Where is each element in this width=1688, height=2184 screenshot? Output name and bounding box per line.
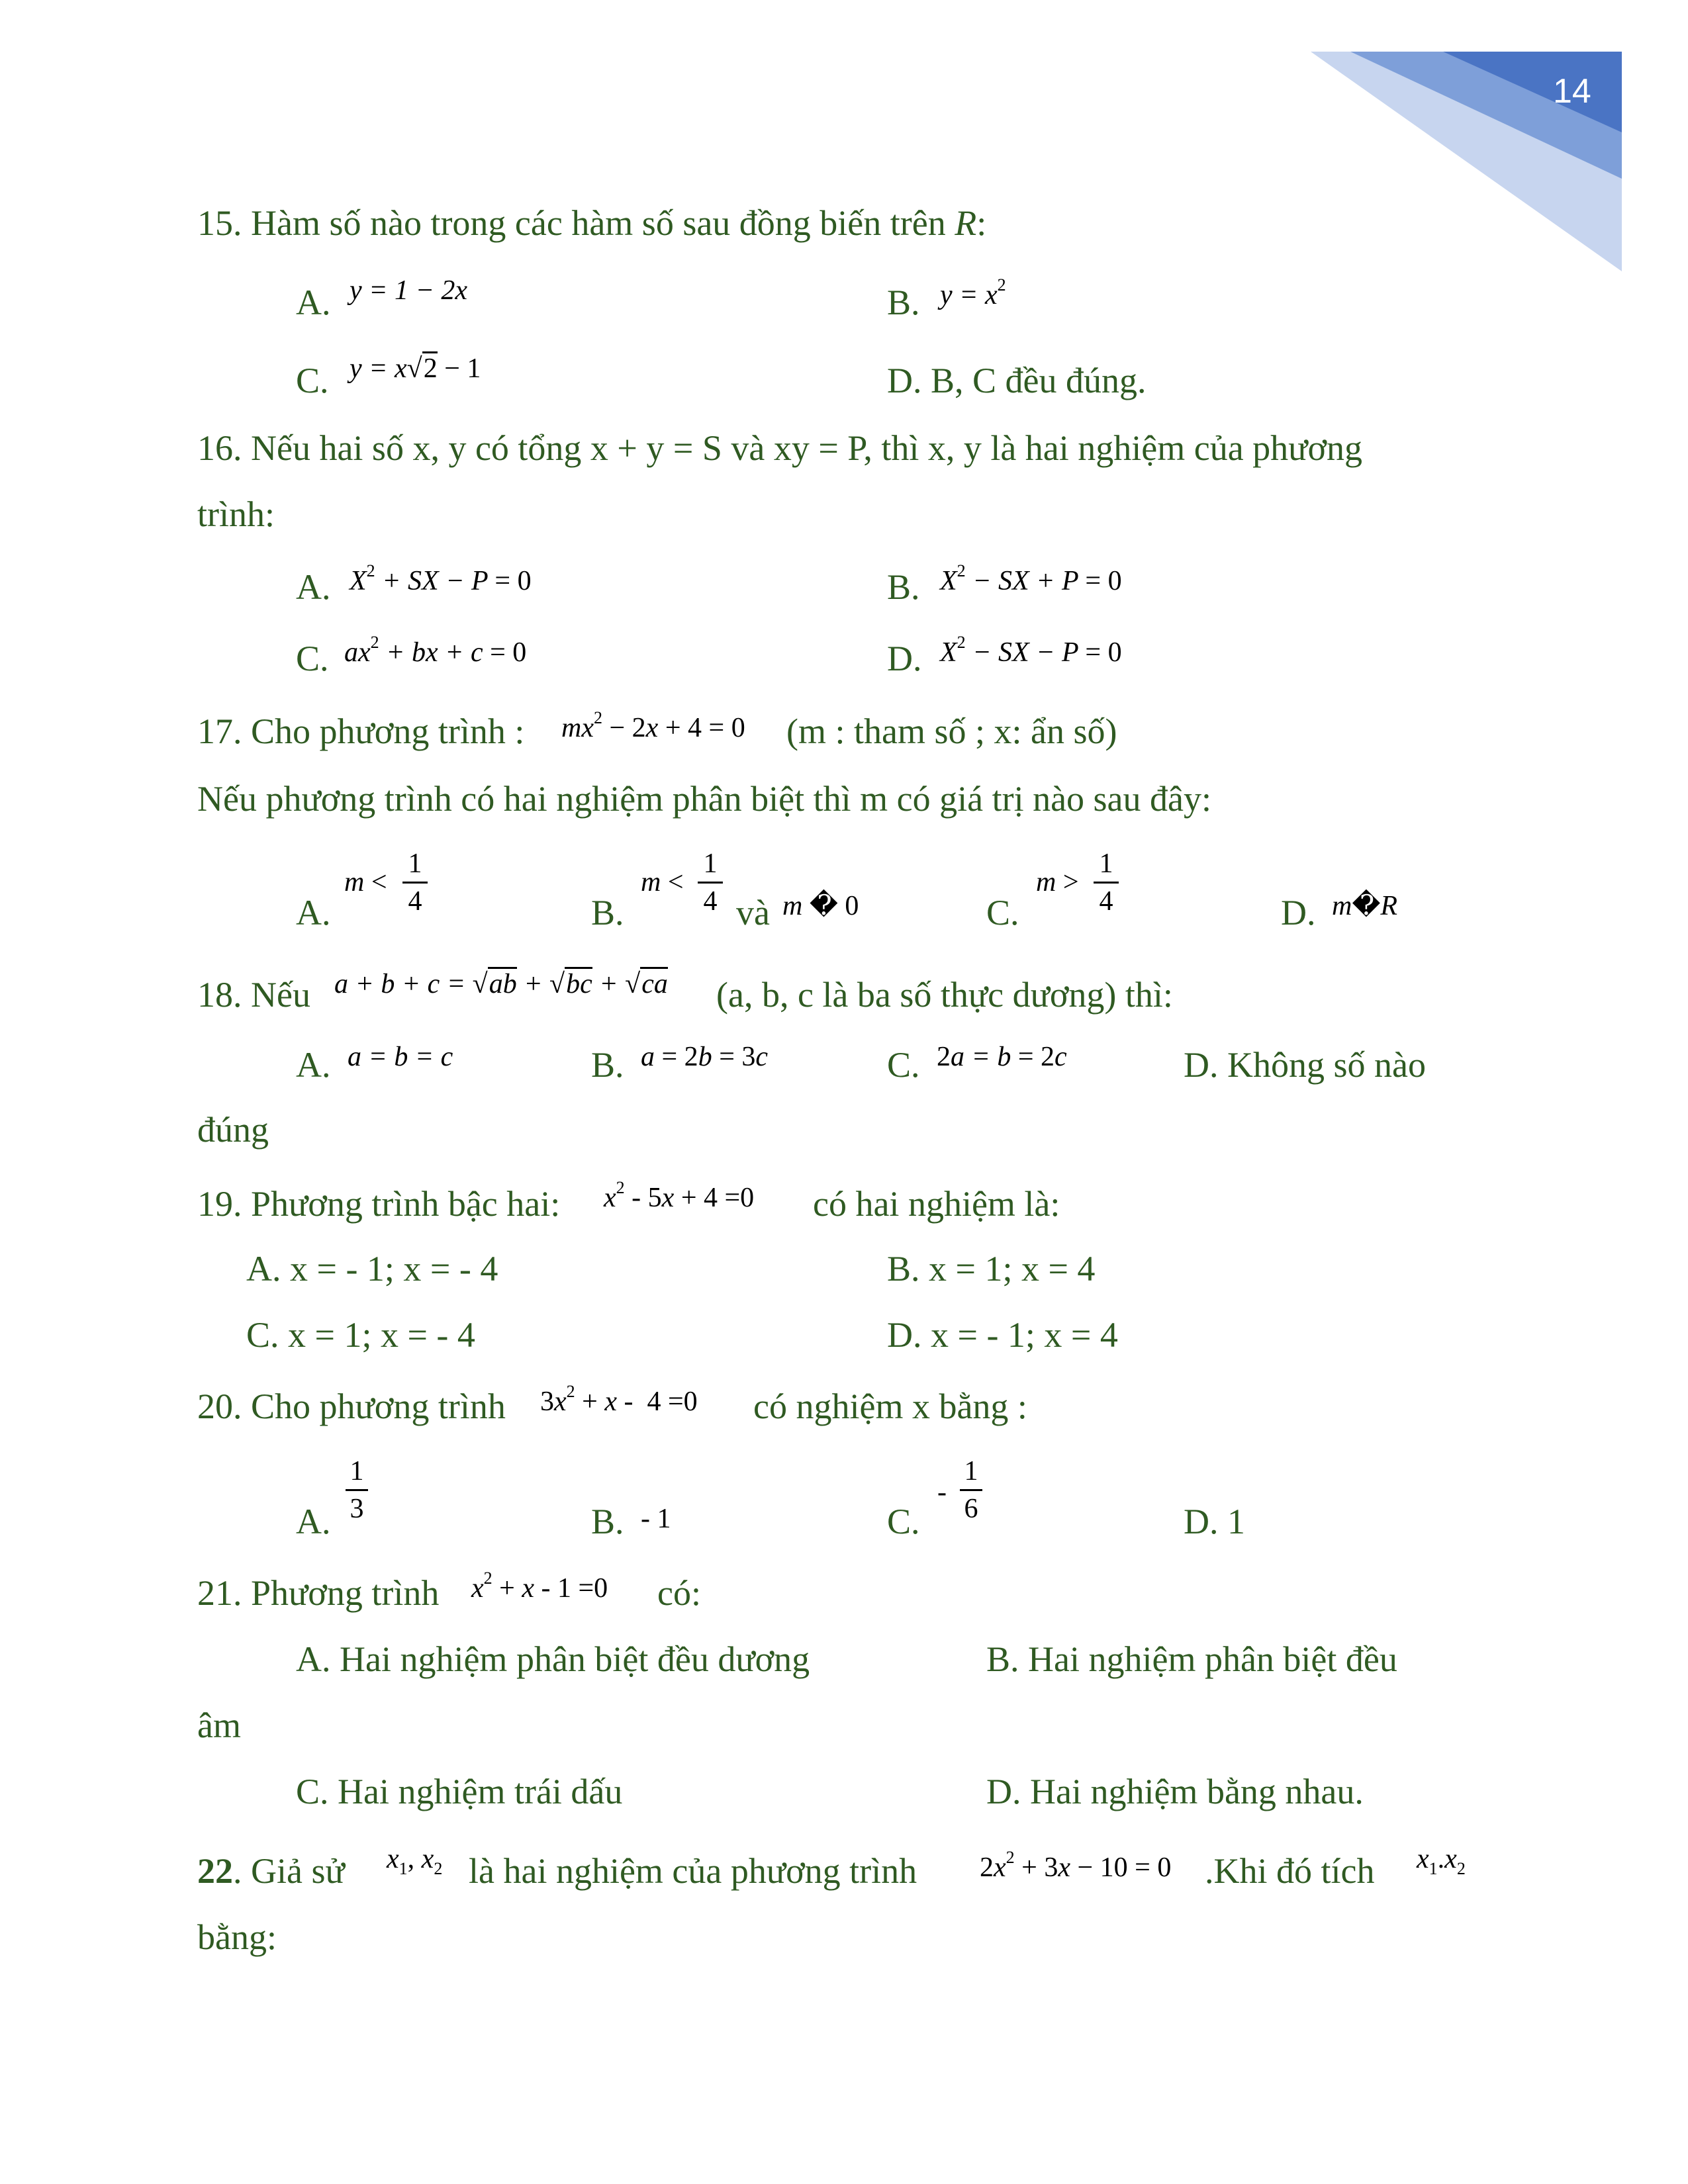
q16-question: 16. Nếu hai số x, y có tổng x + y = S và xy = P, thì x, y là hai nghiệm của phương (197, 428, 1363, 468)
q18-option-a-label: A. (296, 1045, 331, 1085)
q15-option-c-label: C. (296, 361, 329, 400)
q18-option-d: D. Không số nào (1184, 1045, 1426, 1085)
q20-option-b-label: B. (591, 1502, 624, 1541)
q20-option-a-frac: 1 3 (346, 1457, 368, 1523)
q19-question: 19. Phương trình bậc hai: (197, 1184, 561, 1224)
q20-equation: $3x^2 + x - 4 =0$ (540, 1382, 698, 1417)
q18-equation: a + b + c = √ab + √bc + √ca (334, 970, 668, 998)
q16-option-a-eq: $X^2$ + SX − P = 0 (350, 561, 532, 596)
q15-option-b-eq: $y = x^2$ (940, 275, 1006, 310)
q15-option-b-label: B. (887, 283, 920, 322)
q20-option-d: D. 1 (1184, 1502, 1245, 1541)
q22-question: 22. Giả sử (197, 1851, 345, 1891)
q16-option-c-eq: $ax^2$ + bx + c = 0 (344, 633, 527, 668)
q22-question-mid: là hai nghiệm của phương trình (469, 1851, 917, 1891)
q15-option-d: D. B, C đều đúng. (887, 361, 1147, 400)
q20-option-c-minus: - (937, 1477, 947, 1508)
q21-option-b-cont: âm (197, 1706, 241, 1745)
q21-option-b: B. Hai nghiệm phân biệt đều (986, 1639, 1397, 1679)
q17-option-c-frac: 1 4 (1094, 850, 1119, 915)
q18-option-b-eq: a = 2b = 3c (641, 1042, 769, 1072)
q22-question-post: .Khi đó tích (1205, 1851, 1375, 1891)
q22-question-line2: bằng: (197, 1917, 277, 1957)
q18-option-c-eq: 2a = b = 2c (937, 1042, 1067, 1072)
q17-option-b-label: B. (591, 893, 624, 933)
q22-roots: $x_1$, $x_2$ (387, 1844, 443, 1878)
q18-option-a-eq: a = b = c (348, 1042, 453, 1072)
q17-question: 17. Cho phương trình : (197, 711, 525, 751)
q22-product: $x_1.x_2$ (1417, 1844, 1466, 1878)
q17-option-c-eq: m > (1036, 867, 1079, 897)
q20-question-post: có nghiệm x bằng : (753, 1387, 1027, 1426)
q16-option-b-label: B. (887, 567, 920, 607)
page-number: 14 (1553, 72, 1591, 111)
q21-option-a: A. Hai nghiệm phân biệt đều dương (296, 1639, 810, 1679)
q15-option-a-label: A. (296, 283, 331, 322)
q21-question: 21. Phương trình (197, 1573, 440, 1613)
q15-option-c-eq: y = x√2 − 1 (350, 355, 481, 383)
q18-option-d-cont: đúng (197, 1110, 269, 1150)
q21-question-post: có: (657, 1573, 701, 1613)
q17-option-a-label: A. (296, 893, 331, 933)
q19-option-a: A. x = - 1; x = - 4 (246, 1249, 498, 1289)
q19-option-b: B. x = 1; x = 4 (887, 1249, 1096, 1289)
q17-equation: $mx^2 - 2x + 4 = 0$ (561, 708, 745, 743)
q17-question-line2: Nếu phương trình có hai nghiệm phân biệt thì m có giá trị nào sau đây: (197, 779, 1211, 819)
q20-option-c-label: C. (887, 1502, 920, 1541)
q17-option-b-cond: m � 0 (782, 891, 859, 921)
q17-option-c-label: C. (986, 893, 1019, 933)
q16-option-d-label: D. (887, 639, 922, 678)
q16-option-d-eq: $X^2$ − SX − P = 0 (940, 633, 1122, 668)
q15-question: 15. Hàm số nào trong các hàm số sau đồng biến trên R: (197, 203, 987, 243)
q20-option-b-val: - 1 (641, 1504, 671, 1534)
q17-option-b-eq: m < (641, 867, 684, 897)
q16-question-cont: trình: (197, 494, 275, 534)
q20-option-c-frac: 1 6 (960, 1457, 982, 1523)
q19-option-d: D. x = - 1; x = 4 (887, 1315, 1118, 1355)
q17-option-b-and: và (736, 893, 770, 933)
q17-option-d-label: D. (1281, 893, 1316, 933)
q21-option-c: C. Hai nghiệm trái dấu (296, 1772, 623, 1811)
q17-question-note: (m : tham số ; x: ẩn số) (786, 711, 1117, 751)
q20-question: 20. Cho phương trình (197, 1387, 506, 1426)
q18-question-post: (a, b, c là ba số thực dương) thì: (716, 975, 1173, 1015)
q21-equation: $x^2 + x - 1 =0$ (471, 1569, 608, 1604)
q15-option-a-eq: y = 1 − 2x (350, 275, 467, 306)
q18-option-c-label: C. (887, 1045, 920, 1085)
q16-option-c-label: C. (296, 639, 329, 678)
q17-option-a-frac: 1 4 (402, 850, 428, 915)
q20-option-a-label: A. (296, 1502, 331, 1541)
q17-option-a-eq: m < (344, 867, 387, 897)
q18-option-b-label: B. (591, 1045, 624, 1085)
q22-equation: $2x^2 + 3x - 10 = 0$ (980, 1848, 1172, 1883)
q16-option-a-label: A. (296, 567, 331, 607)
q21-option-d: D. Hai nghiệm bằng nhau. (986, 1772, 1364, 1811)
q16-option-b-eq: $X^2$ − SX + P = 0 (940, 561, 1122, 596)
q17-option-b-frac: 1 4 (698, 850, 723, 915)
q19-question-post: có hai nghiệm là: (813, 1184, 1060, 1224)
q17-option-d-eq: m�R (1332, 891, 1398, 921)
q19-option-c: C. x = 1; x = - 4 (246, 1315, 475, 1355)
q18-question: 18. Nếu (197, 975, 310, 1015)
q19-equation: $x^2 - 5x + 4 =0$ (604, 1178, 755, 1213)
